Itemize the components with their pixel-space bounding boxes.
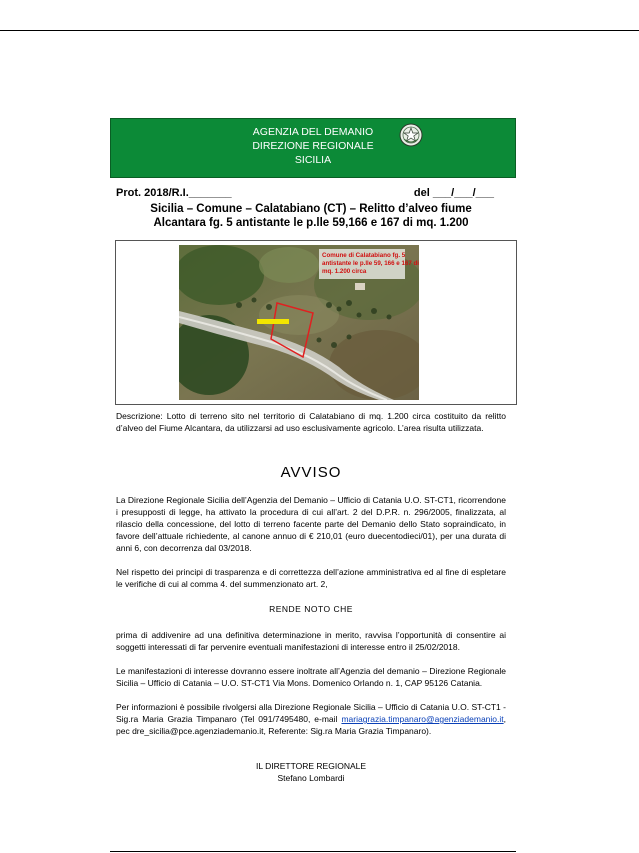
aerial-map-image — [179, 245, 419, 400]
notice-title: AVVISO — [280, 464, 342, 481]
agency-line-2: DIREZIONE REGIONALE — [252, 140, 374, 152]
agency-line-3: SICILIA — [294, 154, 332, 166]
protocol-date: del ___/___/___ — [413, 187, 494, 199]
protocol-line — [116, 186, 502, 200]
contact-text-before: Per informazioni è possibile rivolgersi alla Direzione Regionale Sicilia – Ufficio di Catania U.O. ST-CT1 - Sig.ra Maria Grazia Timpanaro (Tel 091/7495480, e-mail — [116, 702, 506, 725]
map-label-line-3: mq. 1.200 circa — [322, 268, 367, 275]
map-label-line-2: antistante le p.lle 59, 166 e 167 di — [322, 260, 419, 267]
signature-role: IL DIRETTORE REGIONALE — [255, 761, 367, 771]
top-rule — [0, 30, 639, 31]
rende-noto-heading: RENDE NOTO CHE — [269, 604, 353, 614]
paragraph-submission-address: Le manifestazioni di interesse dovranno essere inoltrate all’Agenzia del demanio – Direzione Regionale Sicilia – Ufficio di Catania – U.O. ST-CT1 Via Mons. Domenico Orlando n. 1, CAP 95126 Catania. — [116, 666, 506, 689]
protocol-number: Prot. 2018/R.I._______ — [116, 187, 232, 199]
bottom-rule — [110, 851, 516, 852]
subject-line-2: Alcantara fg. 5 antistante le p.lle 59,166 e 167 di mq. 1.200 — [153, 217, 469, 229]
agency-title — [203, 125, 423, 167]
contact-email-link[interactable]: mariagrazia.timpanaro@agenziademanio.it — [341, 714, 504, 725]
contact-text-after: , pec dre_sicilia@pce.agenziademanio.it, Referente: Sig.ra Maria Grazia Timpanaro). — [116, 714, 506, 737]
paragraph-deadline: prima di addivenire ad una definitiva determinazione in merito, ravvisa l’opportunità di consentire ai soggetti interessati di far pervenire eventuali manifestazioni di interesse entro il 25/02/2018. — [116, 630, 506, 653]
signature-name: Stefano Lombardi — [277, 773, 345, 783]
agency-banner — [110, 118, 516, 178]
lot-description: Descrizione: Lotto di terreno sito nel territorio di Calatabiano di mq. 1.200 circa costituito da relitto d’alveo del Fiume Alcantara, da utilizzarsi ad uso esclusivamente agricolo. L’area risulta utilizzata. — [116, 411, 506, 433]
subject-line-1: Sicilia – Comune – Calatabiano (CT) – Relitto d’alveo fiume — [150, 203, 472, 215]
map-label-line-1: Comune di Calatabiano fg. 5 — [322, 252, 406, 259]
signature-block — [116, 760, 506, 784]
paragraph-procedure: La Direzione Regionale Sicilia dell’Agenzia del Demanio – Ufficio di Catania U.O. ST-CT1, ricorrendone i presupposti di legge, ha attivato la procedura di cui all’art. 2 del D.P.R. n. 296/2005, finalizzata, al rilascio della concessione, del lotto di terreno facente parte del Demanio dello Stato sopraindicato, in favore dell’attuale richiedente, al canone annuo di € 210,01 (euro duecentodieci/01), per una durata di anni 6, con decorrenza dal 03/2018. — [116, 495, 506, 554]
italian-republic-emblem-icon — [399, 123, 423, 147]
aerial-map-frame — [115, 240, 517, 405]
subject-heading — [116, 202, 506, 230]
paragraph-transparency: Nel rispetto dei principi di trasparenza e di correttezza dell’azione amministrativa ed al fine di espletare le verifiche di cui al comma 4. del summenzionato art. 2, — [116, 567, 506, 590]
agency-line-1: AGENZIA DEL DEMANIO — [252, 126, 374, 138]
parcel-highlight — [257, 319, 289, 324]
paragraph-contact-info — [116, 701, 506, 737]
